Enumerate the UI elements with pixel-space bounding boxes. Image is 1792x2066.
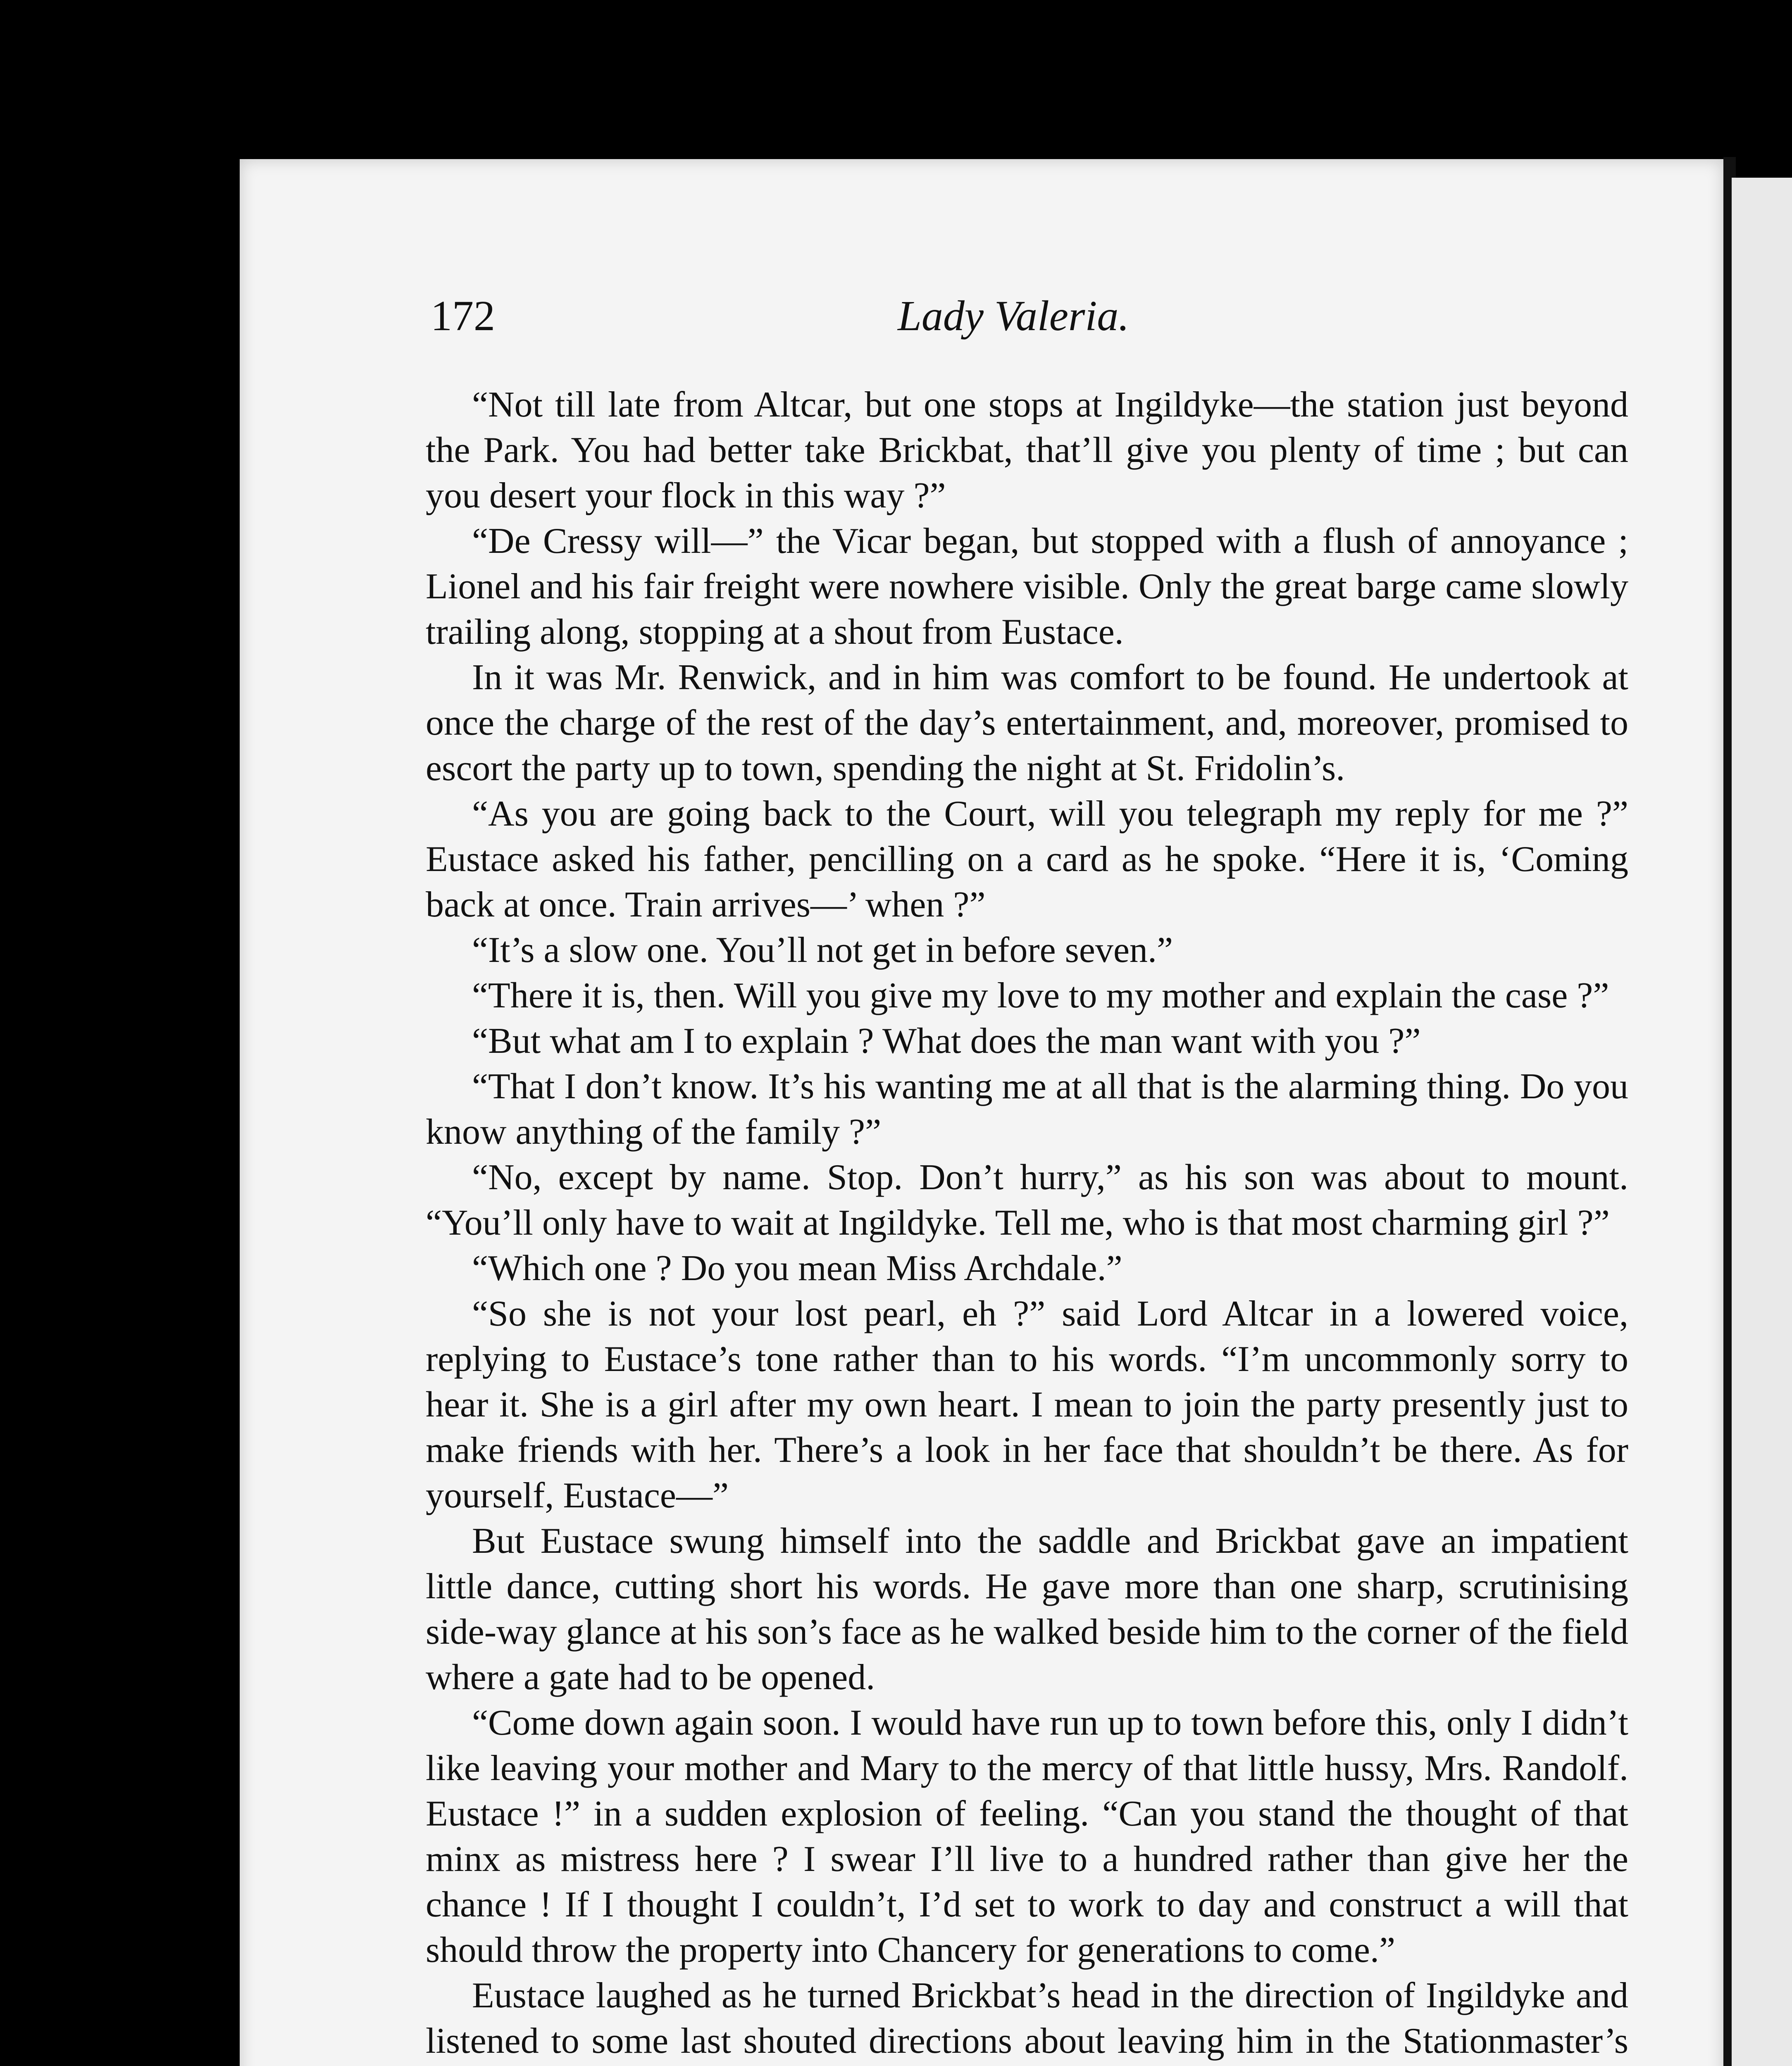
paragraph: “It’s a slow one. You’ll not get in before seven.” [472,930,1173,970]
paragraph: “As you are going back to the Court, will you telegraph my reply for me ?” Eustace asked his father, pencilling on a card as he spoke. “Here it is, ‘Coming back at once. Train arrives—’ when ?” [426,794,1628,925]
running-title: Lady Valeria. [898,292,1130,340]
paragraph: “Not till late from Altcar, but one stops at Ingildyke—the station just beyond the Park. You had better take Brickbat, that’ll give you plenty of time ; but can you desert your flock in this way ?” [426,385,1628,516]
paragraph: Eustace laughed as he turned Brickbat’s head in the direction of Ingildyke and listened to some last shouted directions about leaving him in the Stationmaster’s [426,1976,1628,2061]
paragraph: “Come down again soon. I would have run up to town before this, only I didn’t like leaving your mother and Mary to the mercy of that little hussy, Mrs. Randolf. Eustace !” in a sudden explosion of feeling. “Can you stand the thought of that minx as mistress here ? I swear I’ll live to a hundred rather than give her the chance ! If I thought I couldn’t, I’d set to work to day and construct a will that should throw the property into Chancery for generations to come.” [426,1703,1628,1970]
paragraph: “There it is, then. Will you give my love to my mother and explain the case ?” [472,976,1609,1016]
paragraph: “De Cressy will—” the Vicar began, but stopped with a flush of annoyance ; Lionel and his fair freight were nowhere visible. Only the great barge came slowly trailing along, stopping at a shout from Eustace. [426,521,1628,652]
paragraph: “So she is not your lost pearl, eh ?” said Lord Altcar in a lowered voice, replying to Eustace’s tone rather than to his words. “I’m uncommonly sorry to hear it. She is a girl after my own heart. I mean to join the party presently just to make friends with her. There’s a look in her face that shouldn’t be there. As for yourself, Eustace—” [426,1294,1628,1516]
page-number: 172 [431,292,495,340]
paragraph: But Eustace swung himself into the saddle and Brickbat gave an impatient little dance, cutting short his words. He gave more than one sharp, scrutinising side-way glance at his son’s face as he walked beside him to the corner of the field where a gate had to be opened. [426,1521,1628,1697]
paragraph: “That I don’t know. It’s his wanting me at all that is the alarming thing. Do you know anything of the family ?” [426,1066,1628,1152]
paragraph: “No, except by name. Stop. Don’t hurry,” as his son was about to mount. “You’ll only have to wait at Ingildyke. Tell me, who is that most charming girl ?” [426,1157,1628,1243]
facing-page-edge [1732,178,1792,2066]
page-header [431,289,1175,343]
paragraph: In it was Mr. Renwick, and in him was comfort to be found. He undertook at once the charge of the rest of the day’s entertainment, and, moreover, promised to escort the party up to town, spending the night at St. Fridolin’s. [426,657,1628,788]
paragraph: “But what am I to explain ? What does the man want with you ?” [472,1021,1421,1061]
paragraph: “Which one ? Do you mean Miss Archdale.” [472,1248,1122,1288]
body-text [426,382,1628,2066]
